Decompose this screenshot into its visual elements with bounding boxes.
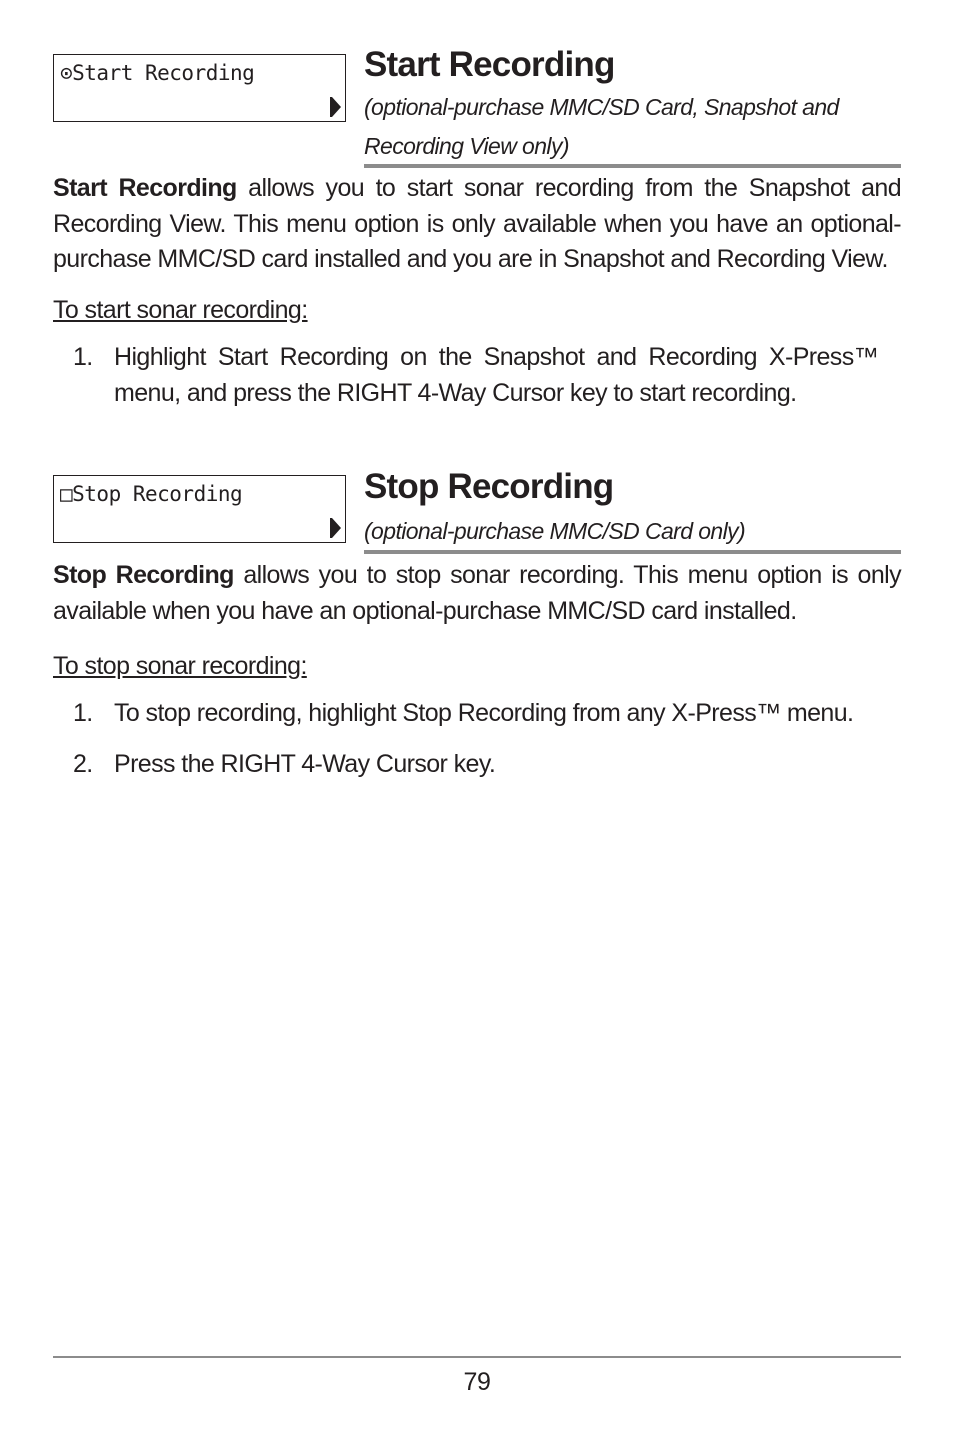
step-number: 2.: [73, 750, 93, 778]
intro-text: allows you to start sonar recording from the Snapshot and Recording View. This menu option is only available when you have an optional-purchase MMC/SD card installed and you are in Snapshot and Recording View.: [53, 174, 901, 273]
stop-recording-menu-item[interactable]: [53, 475, 346, 543]
step-text: Press the RIGHT 4-Way Cursor key.: [114, 750, 496, 778]
arrow-stem: [330, 97, 332, 117]
section-title: Start Recording: [364, 45, 615, 84]
right-arrow-icon: [332, 97, 341, 117]
menu-item-label: □Stop Recording: [60, 482, 243, 506]
section-subtitle: (optional-purchase MMC/SD Card, Snapshot and Recording View only): [364, 94, 839, 159]
intro-text: allows you to stop sonar recording. This menu option is only available when you have an optional-purchase MMC/SD card installed.: [53, 561, 901, 625]
footer-rule: [53, 1356, 901, 1358]
procedure-step: [73, 696, 878, 732]
procedure-step: [73, 340, 878, 411]
intro-term: Start Recording: [53, 174, 237, 202]
arrow-stem: [330, 518, 332, 538]
start-recording-menu-item[interactable]: [53, 54, 346, 122]
step-number: 1.: [73, 699, 93, 727]
step-text: Highlight Start Recording on the Snapshot and Recording X-Press™ menu, and press the RIGHT 4-Way Cursor key to start recording.: [114, 343, 878, 407]
right-arrow-icon: [332, 518, 341, 538]
section-subtitle: (optional-purchase MMC/SD Card only): [364, 518, 746, 544]
intro-term: Stop Recording: [53, 561, 234, 589]
procedure-heading: To stop sonar recording:: [53, 652, 307, 680]
section-title: Stop Recording: [364, 467, 614, 506]
menu-item-label: ⊙Start Recording: [60, 61, 255, 85]
step-text: To stop recording, highlight Stop Recording from any X-Press™ menu.: [114, 699, 854, 727]
section-intro: [53, 558, 901, 629]
section-rule: [364, 550, 901, 554]
page-number: 79: [463, 1368, 491, 1396]
step-number: 1.: [73, 343, 93, 371]
section-intro: [53, 171, 901, 278]
procedure-heading: To start sonar recording:: [53, 296, 308, 324]
procedure-step: [73, 747, 878, 783]
section-rule: [364, 164, 901, 168]
